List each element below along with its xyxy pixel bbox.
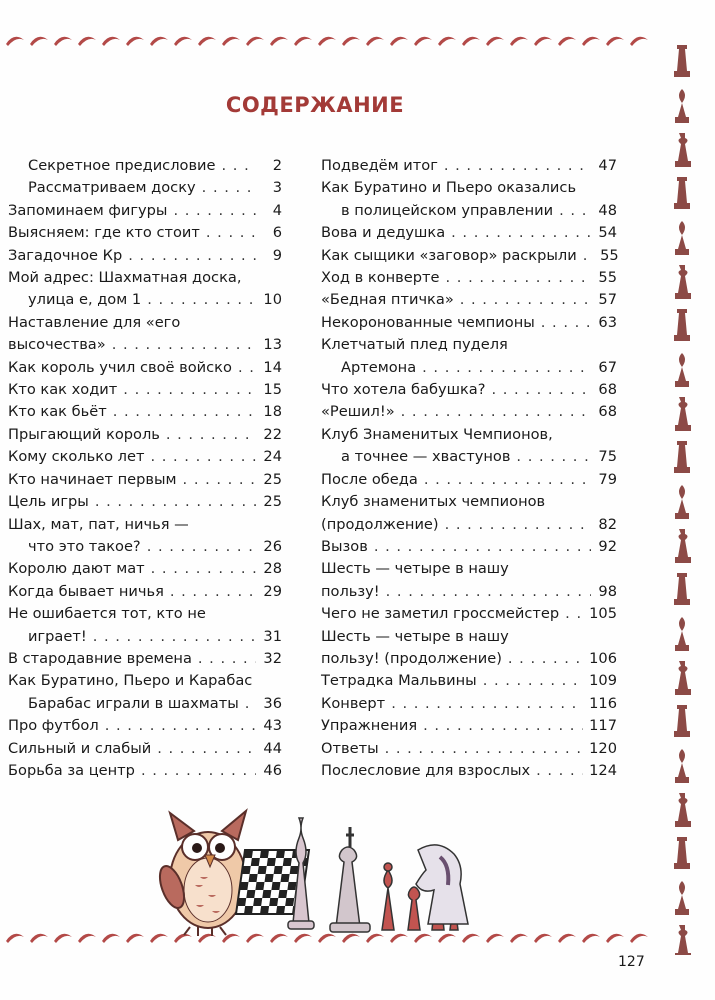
toc-entry-page: 105 — [589, 605, 617, 623]
wave-ornament — [6, 37, 24, 46]
toc-entry-title: высочества» — [8, 336, 106, 354]
toc-entry-page: 36 — [263, 694, 282, 712]
toc-entry[interactable] — [8, 312, 282, 357]
toc-entry-page: 6 — [272, 224, 282, 242]
chess-piece-icon — [674, 573, 690, 605]
chess-piece-icon — [675, 925, 691, 955]
dot-leader — [423, 715, 583, 737]
board-square — [244, 850, 253, 858]
toc-entry[interactable] — [8, 177, 282, 199]
toc-entry-title: Кто как бьёт — [8, 403, 107, 421]
wave-ornament — [414, 37, 432, 46]
toc-entry[interactable] — [321, 603, 617, 625]
wave-ornament — [606, 934, 624, 943]
dot-leader — [445, 514, 591, 536]
toc-entry[interactable] — [321, 334, 617, 379]
board-square — [283, 858, 292, 866]
toc-entry-page: 22 — [263, 425, 282, 443]
chess-piece-icon — [675, 749, 689, 783]
toc-entry-title: пользу! (продолжение) — [321, 649, 502, 667]
chess-piece-icon — [674, 705, 690, 737]
wave-ornament — [174, 37, 192, 46]
toc-entry[interactable] — [321, 760, 617, 782]
toc-entry-title-line: Наставление для «его — [8, 313, 181, 331]
toc-entry-title: Послесловие для взрослых — [321, 761, 531, 779]
toc-entry[interactable] — [321, 379, 617, 401]
board-square — [276, 850, 285, 858]
dot-leader — [508, 648, 583, 670]
dot-leader — [128, 245, 256, 267]
dot-leader — [401, 401, 591, 423]
toc-entry[interactable] — [321, 424, 617, 469]
toc-entry-page: 28 — [263, 560, 282, 578]
toc-entry-page: 44 — [263, 739, 282, 757]
toc-entry-title: Подведём итог — [321, 157, 438, 174]
dot-leader — [141, 760, 256, 782]
dot-leader — [583, 245, 593, 267]
dot-leader — [123, 379, 256, 401]
toc-entry-title-line: Не ошибается тот, кто не — [8, 605, 206, 623]
board-square — [237, 898, 246, 906]
chess-piece-icon — [675, 221, 689, 255]
toc-entry-page: 55 — [600, 246, 619, 264]
board-square — [262, 890, 271, 898]
chess-piece-icon — [675, 265, 691, 299]
toc-entry-page: 124 — [589, 761, 617, 779]
toc-entry-title: Рассматриваем доску — [28, 179, 196, 197]
toc-entry-title: в полицейском управлении — [341, 201, 554, 219]
toc-entry[interactable] — [321, 626, 617, 671]
toc-entry-title: Упражнения — [321, 717, 418, 735]
dot-leader — [451, 222, 591, 244]
toc-entry[interactable] — [8, 603, 282, 648]
board-square — [274, 866, 283, 874]
chess-piece-icon — [675, 89, 689, 123]
toc-entry-title: играет! — [28, 627, 87, 645]
toc-entry[interactable] — [8, 648, 282, 670]
toc-entry-page: 57 — [598, 291, 617, 309]
dot-leader — [238, 357, 256, 379]
board-square — [249, 874, 258, 882]
toc-entry-title: После обеда — [321, 470, 418, 488]
dot-leader — [245, 693, 256, 715]
toc-entry-page: 13 — [263, 336, 282, 354]
board-square — [251, 858, 260, 866]
toc-entry-page: 25 — [263, 470, 282, 488]
toc-entry-title: Кто начинает первым — [8, 470, 177, 488]
toc-entry-page: 24 — [263, 448, 282, 466]
toc-entry[interactable] — [8, 670, 282, 715]
dot-leader — [105, 715, 256, 737]
toc-entry-page: 92 — [598, 537, 617, 555]
dot-leader — [170, 581, 256, 603]
chess-piece-icon — [674, 309, 690, 341]
toc-entry[interactable] — [8, 491, 282, 513]
toc-entry-title: Артемона — [341, 358, 417, 376]
toc-entry-title-line: Шах, мат, пат, ничья — — [8, 515, 189, 533]
toc-entry-title-line: Мой адрес: Шахматная доска, — [8, 269, 242, 287]
toc-entry-page: 2 — [272, 157, 282, 174]
toc-entry-page: 79 — [598, 470, 617, 488]
toc-entry-title: а точнее — хвастунов — [341, 448, 511, 466]
wave-ornament — [78, 37, 96, 46]
toc-entry[interactable] — [321, 693, 617, 715]
dot-leader — [444, 155, 591, 177]
toc-entry-page: 82 — [598, 515, 617, 533]
toc-entry-title: Цель игры — [8, 493, 89, 511]
dot-leader — [147, 289, 256, 311]
toc-entry[interactable] — [321, 670, 617, 692]
toc-entry-title: Когда бывает ничья — [8, 582, 164, 600]
dot-leader — [541, 312, 591, 334]
toc-entry[interactable] — [321, 469, 617, 491]
toc-entry-page: 31 — [263, 627, 282, 645]
toc-entry-title: Борьба за центр — [8, 761, 135, 779]
toc-right-column — [321, 155, 617, 782]
wave-ornament — [126, 37, 144, 46]
owl-chess-illustration — [150, 795, 520, 940]
page-number: 127 — [618, 954, 645, 970]
toc-entry-title: Вова и дедушка — [321, 224, 446, 242]
wave-ornament — [54, 934, 72, 943]
wave-ornament — [78, 934, 96, 943]
wave-ornament — [582, 37, 600, 46]
board-square — [278, 890, 287, 898]
toc-entry-title-line: Шесть — четыре в нашу — [321, 560, 509, 578]
wave-ornament — [246, 37, 264, 46]
toc-entry[interactable] — [8, 245, 282, 267]
wave-ornament — [54, 37, 72, 46]
toc-entry-page: 47 — [598, 157, 617, 174]
toc-entry-page: 117 — [589, 717, 617, 735]
board-square — [242, 866, 251, 874]
toc-entry-title-line: Шесть — четыре в нашу — [321, 627, 509, 645]
toc-entry-title: Запоминаем фигуры — [8, 201, 168, 219]
toc-entry[interactable] — [321, 267, 617, 289]
dot-leader — [424, 469, 591, 491]
chess-piece-icon — [675, 661, 691, 695]
dot-leader — [422, 357, 591, 379]
toc-entry-page: 68 — [598, 381, 617, 399]
chess-piece-icon — [675, 353, 689, 387]
chess-piece-icon — [675, 485, 689, 519]
wave-ornament — [102, 37, 120, 46]
toc-entry-page: 106 — [589, 649, 617, 667]
toc-entry[interactable] — [8, 424, 282, 446]
wave-ornament — [630, 37, 648, 46]
toc-entry-title: Королю дают мат — [8, 560, 145, 578]
dot-leader — [385, 738, 584, 760]
wave-ornament — [270, 37, 288, 46]
toc-entry[interactable] — [8, 200, 282, 222]
toc-entry-page: 75 — [598, 448, 617, 466]
chess-piece-border — [662, 35, 702, 955]
toc-entry-page: 98 — [598, 582, 617, 600]
wave-ornament — [6, 934, 24, 943]
toc-entry-page: 32 — [263, 649, 282, 667]
board-square — [276, 906, 285, 914]
board-square — [281, 874, 290, 882]
top-wave-border — [0, 28, 660, 58]
dot-leader — [93, 626, 256, 648]
toc-entry-page: 25 — [263, 493, 282, 511]
toc-entry[interactable] — [8, 581, 282, 603]
toc-entry-title: Конверт — [321, 694, 386, 712]
toc-entry-title-line: Как Буратино, Пьеро и Карабас — [8, 672, 253, 690]
toc-entry[interactable] — [321, 401, 617, 423]
toc-entry-title: Как сыщики «заговор» раскрыли — [321, 246, 577, 264]
toc-entry-title-line: Клуб Знаменитых Чемпионов, — [321, 425, 553, 443]
toc-entry[interactable] — [321, 491, 617, 536]
toc-entry-page: 14 — [263, 358, 282, 376]
chess-piece-icon — [674, 441, 690, 473]
chess-piece-icon — [675, 529, 691, 563]
toc-entry[interactable] — [321, 177, 617, 222]
toc-entry[interactable] — [8, 267, 282, 312]
board-square — [253, 898, 262, 906]
dot-leader — [147, 536, 256, 558]
toc-entry-title-line: Клуб знаменитых чемпионов — [321, 493, 546, 511]
dot-leader — [166, 424, 256, 446]
toc-entry[interactable] — [321, 312, 617, 334]
toc-entry-title: Кто как ходит — [8, 381, 118, 399]
wave-ornament — [30, 37, 48, 46]
wave-ornament — [390, 37, 408, 46]
toc-entry-title: Барабас играли в шахматы — [28, 694, 239, 712]
wave-ornament — [222, 37, 240, 46]
toc-entry[interactable] — [8, 760, 282, 782]
board-square — [246, 890, 255, 898]
toc-entry[interactable] — [321, 155, 617, 177]
toc-entry-title: Некоронованные чемпионы — [321, 313, 535, 331]
toc-entry-page: 55 — [598, 269, 617, 287]
dot-leader — [491, 379, 591, 401]
board-square — [265, 874, 274, 882]
board-square — [239, 882, 248, 890]
toc-entry[interactable] — [321, 536, 617, 558]
dot-leader — [374, 536, 591, 558]
toc-entry[interactable] — [8, 715, 282, 737]
toc-entry[interactable] — [8, 469, 282, 491]
toc-entry-title: Кому сколько лет — [8, 448, 145, 466]
toc-entry-title: Выясняем: где кто стоит — [8, 224, 200, 242]
toc-entry-page: 9 — [272, 246, 282, 264]
dot-leader — [559, 200, 591, 222]
toc-entry-title: (продолжение) — [321, 515, 439, 533]
toc-entry-page: 18 — [263, 403, 282, 421]
chess-piece-icon — [675, 133, 691, 167]
board-square — [285, 898, 294, 906]
toc-entry[interactable] — [8, 401, 282, 423]
toc-entry-title: Как король учил своё войско — [8, 358, 232, 376]
toc-entry-page: 109 — [589, 672, 617, 690]
owl-icon — [155, 811, 246, 936]
toc-entry-title-line: Как Буратино и Пьеро оказались — [321, 179, 577, 197]
toc-entry-title: Сильный и слабый — [8, 739, 152, 757]
toc-entry-page: 46 — [263, 761, 282, 779]
dot-leader — [151, 558, 256, 580]
toc-entry-title: Про футбол — [8, 717, 99, 735]
dot-leader — [516, 446, 591, 468]
toc-entry-title: Тетрадка Мальвины — [321, 672, 477, 690]
wave-ornament — [30, 934, 48, 943]
board-square — [287, 882, 296, 890]
toc-entry-title-line: Клетчатый плед пуделя — [321, 336, 508, 354]
dot-leader — [202, 177, 256, 199]
toc-entry[interactable] — [8, 379, 282, 401]
toc-entry-title: Загадочное Кр — [8, 246, 123, 264]
wave-ornament — [462, 37, 480, 46]
toc-entry-title: Вызов — [321, 537, 368, 555]
board-square — [258, 866, 267, 874]
toc-entry-title: пользу! — [321, 582, 380, 600]
dot-leader — [565, 603, 583, 625]
toc-entry-title: «Бедная птичка» — [321, 291, 454, 309]
toc-entry-title: улица е, дом 1 — [28, 291, 142, 309]
dot-leader — [95, 491, 256, 513]
toc-entry-page: 43 — [263, 717, 282, 735]
board-square — [260, 850, 269, 858]
toc-entry[interactable] — [321, 222, 617, 244]
dot-leader — [113, 401, 256, 423]
wave-ornament — [510, 37, 528, 46]
toc-entry[interactable] — [8, 738, 282, 760]
dot-leader — [386, 581, 591, 603]
toc-entry-page: 4 — [272, 201, 282, 219]
toc-entry[interactable] — [8, 446, 282, 468]
board-square — [260, 906, 269, 914]
chess-piece-icon — [674, 177, 690, 209]
contents-title: СОДЕРЖАНИЕ — [225, 93, 405, 117]
wave-ornament — [366, 37, 384, 46]
dot-leader — [483, 670, 583, 692]
board-square — [255, 882, 264, 890]
toc-entry-title: Ход в конверте — [321, 269, 440, 287]
toc-entry[interactable] — [8, 514, 282, 559]
toc-entry-page: 29 — [263, 582, 282, 600]
toc-entry-page: 15 — [263, 381, 282, 399]
toc-entry-page: 67 — [598, 358, 617, 376]
dot-leader — [222, 155, 256, 177]
toc-entry-page: 54 — [598, 224, 617, 242]
wave-ornament — [534, 934, 552, 943]
toc-left-column — [8, 155, 282, 782]
toc-entry[interactable] — [8, 155, 282, 177]
toc-entry-page: 10 — [263, 291, 282, 309]
wave-ornament — [198, 37, 216, 46]
dot-leader — [183, 469, 256, 491]
dot-leader — [150, 446, 256, 468]
wave-ornament — [438, 37, 456, 46]
dot-leader — [536, 760, 583, 782]
wave-ornament — [102, 934, 120, 943]
toc-entry[interactable] — [321, 738, 617, 760]
toc-entry-title: Чего не заметил гроссмейстер — [321, 605, 560, 623]
chess-piece-icon — [675, 397, 691, 431]
chess-piece-icon — [675, 881, 689, 915]
dot-leader — [173, 200, 256, 222]
wave-ornament — [582, 934, 600, 943]
dot-leader — [198, 648, 256, 670]
toc-entry-title: Секретное предисловие — [28, 157, 216, 174]
toc-entry-page: 48 — [598, 201, 617, 219]
wave-ornament — [558, 37, 576, 46]
board-square — [267, 858, 276, 866]
chess-pieces-icon — [288, 818, 468, 932]
toc-entry-page: 63 — [598, 313, 617, 331]
toc-entry[interactable] — [8, 357, 282, 379]
wave-ornament — [318, 37, 336, 46]
dot-leader — [112, 334, 256, 356]
toc-entry[interactable] — [321, 715, 617, 737]
wave-ornament — [630, 934, 648, 943]
board-square — [244, 906, 253, 914]
toc-entry[interactable] — [8, 558, 282, 580]
toc-entry-title: Ответы — [321, 739, 379, 757]
toc-entry-page: 26 — [263, 537, 282, 555]
toc-entry-title: «Решил!» — [321, 403, 395, 421]
toc-entry-title: Прыгающий король — [8, 425, 160, 443]
wave-ornament — [558, 934, 576, 943]
toc-entry-title: что это такое? — [28, 537, 141, 555]
board-square — [269, 898, 278, 906]
toc-entry-page: 3 — [272, 179, 282, 197]
wave-ornament — [150, 37, 168, 46]
wave-ornament — [486, 37, 504, 46]
chess-piece-icon — [675, 793, 691, 827]
chess-piece-icon — [675, 617, 689, 651]
toc-entry[interactable] — [321, 289, 617, 311]
toc-entry[interactable] — [8, 222, 282, 244]
board-square — [271, 882, 280, 890]
wave-ornament — [126, 934, 144, 943]
toc-entry-page: 120 — [589, 739, 617, 757]
wave-ornament — [606, 37, 624, 46]
wave-ornament — [534, 37, 552, 46]
toc-entry-title: В стародавние времена — [8, 649, 192, 667]
dot-leader — [206, 222, 256, 244]
toc-entry[interactable] — [321, 245, 617, 267]
toc-entry-page: 68 — [598, 403, 617, 421]
dot-leader — [157, 738, 256, 760]
toc-entry-page: 116 — [589, 694, 617, 712]
wave-ornament — [342, 37, 360, 46]
chess-piece-icon — [674, 45, 690, 77]
dot-leader — [460, 289, 591, 311]
chess-piece-icon — [674, 837, 690, 869]
toc-entry-title: Что хотела бабушка? — [321, 381, 486, 399]
dot-leader — [391, 693, 583, 715]
dot-leader — [446, 267, 591, 289]
wave-ornament — [294, 37, 312, 46]
toc-entry[interactable] — [321, 558, 617, 603]
